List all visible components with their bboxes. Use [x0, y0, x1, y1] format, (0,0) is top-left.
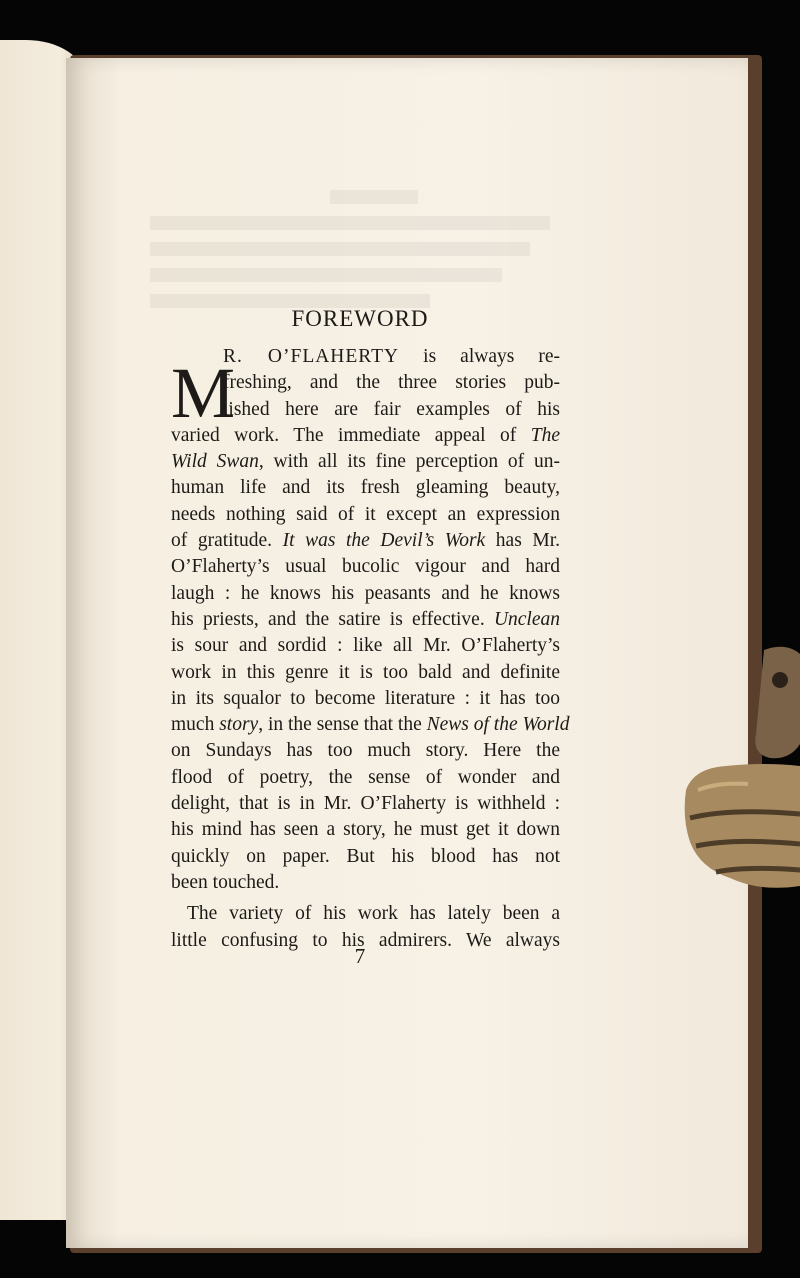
- text-line: his priests, and the satire is effective. Unclean: [171, 608, 560, 630]
- text-line: in its squalor to become literature : it has too: [171, 687, 560, 709]
- drop-cap: M: [171, 353, 236, 433]
- text-line: R. O’FLAHERTY is always re-: [223, 346, 560, 367]
- text-line: varied work. The immediate appeal of The: [171, 424, 560, 446]
- foreword-text: [171, 344, 570, 954]
- text-line: freshing, and the three stories pub-: [223, 372, 560, 394]
- text-line: delight, that is in Mr. O’Flaherty is withheld :: [171, 793, 560, 815]
- page-number: 7: [354, 944, 366, 968]
- text-line: laugh : he knows his peasants and he knows: [171, 582, 560, 604]
- page-title: FOREWORD: [291, 306, 429, 331]
- text-line: is sour and sordid : like all Mr. O’Flaherty’s: [171, 635, 560, 657]
- text-line: on Sundays has too much story. Here the: [171, 740, 560, 762]
- text-line: much story, in the sense that the News of the World: [171, 714, 570, 736]
- text-line: The variety of his work has lately been a: [187, 903, 560, 925]
- text-line: human life and its fresh gleaming beauty,: [171, 477, 560, 499]
- text-line: his mind has seen a story, he must get it down: [171, 819, 560, 841]
- text-line: lished here are fair examples of his: [223, 398, 560, 420]
- text-line: of gratitude. It was the Devil’s Work has Mr.: [171, 530, 560, 552]
- text-line: flood of poetry, the sense of wonder and: [171, 766, 560, 788]
- page-holder-clip: [676, 640, 800, 920]
- text-line: Wild Swan, with all its fine perception of un-: [171, 451, 560, 473]
- text-line: been touched.: [171, 871, 280, 893]
- text-line: needs nothing said of it except an expression: [171, 503, 560, 525]
- text-line: O’Flaherty’s usual bucolic vigour and hard: [171, 556, 560, 578]
- text-line: little confusing to his admirers. We always: [171, 929, 560, 951]
- text-line: work in this genre it is too bald and definite: [171, 661, 560, 683]
- text-line: quickly on paper. But his blood has not: [171, 845, 560, 867]
